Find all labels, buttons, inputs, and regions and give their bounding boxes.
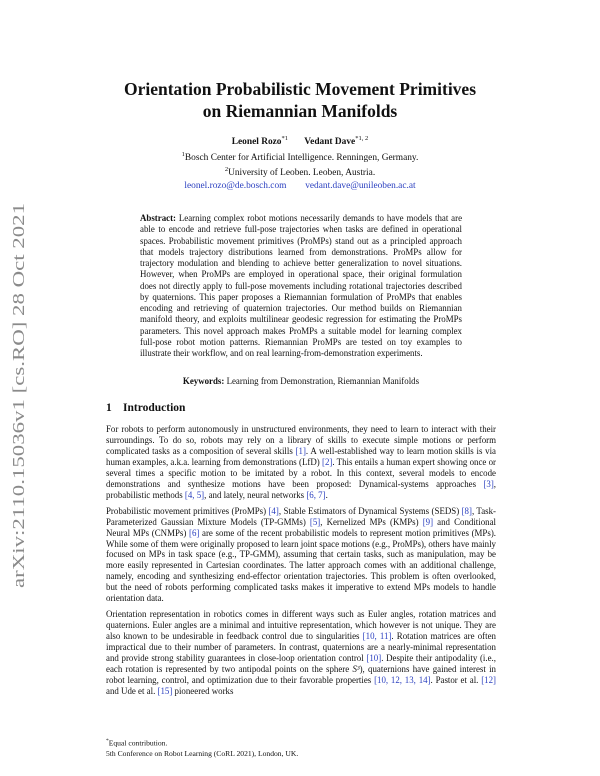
- citation[interactable]: [4, 5]: [184, 489, 205, 500]
- citation[interactable]: [5]: [309, 516, 321, 527]
- citation[interactable]: [9]: [422, 516, 434, 527]
- citation[interactable]: [10, 11]: [362, 631, 392, 642]
- arxiv-stamp: [4, 200, 32, 590]
- citation[interactable]: [8]: [461, 505, 472, 516]
- author-emails: [60, 180, 540, 193]
- footnote-equal-contribution: *Equal contribution.: [106, 738, 168, 748]
- author-2-marks: *1, 2: [355, 135, 369, 142]
- citation[interactable]: [2]: [322, 456, 333, 467]
- section-number: 1: [106, 402, 112, 414]
- author-names: [60, 133, 540, 149]
- email-link-2[interactable]: vedant.dave@unileoben.ac.at: [305, 181, 416, 192]
- abstract-text: Learning complex robot motions necessarily demands to have models that are able to encode and retrieve full-pose trajectories when tasks are defined in operational spaces. Probabilistic movement primitives (ProMPs) stand out as a principled approach that models trajectory distributions learned from demonstrations. ProMPs allow for trajectory modulation and blending to achieve better generalization to novel situations. However, when ProMPs are employed in operational space, their original formulation does not directly apply to full-pose movements including rotational trajectories described by quaternions. This paper proposes a Riemannian formulation of ProMPs that enables encoding and retrieving of quaternion trajectories. Our method builds on Riemannian manifold theory, and exploits multilinear geodesic regression for estimating the ProMPs parameters. This novel approach makes ProMPs a suitable model for learning complex full-pose robot motion patterns. Riemannian ProMPs are tested on toy examples to illustrate their workflow, and on real learning-from-demonstration experiments.: [140, 213, 463, 358]
- citation[interactable]: [6]: [189, 527, 200, 538]
- author-block: [60, 133, 540, 193]
- paragraph-3: Orientation representation in robotics comes in different ways such as Euler angles, rotation matrices and quaternions. Euler angles are a minimal and intuitive representation, which however is not unique. They are also known to be undesirable in feedback control due to singularities [10, 11]. Rotation matrices are often impractical due to their number of parameters. In contrast, quaternions are a nearly-minimal representation and provide strong stability guarantees in close-loop orientation control [10]. Despite their antipodality (i.e., each rotation is represented by two antipodal points on the sphere S³), quaternions have gained interest in robot learning, control, and optimization due to their favorable properties [10, 12, 13, 14]. Pastor et al. [12] and Ude et al. [15] pioneered works: [106, 609, 496, 696]
- affiliation-1: $^1$Bosch Center for Artificial Intelligence. Renningen, Germany.: [181, 150, 419, 163]
- author-1: Leonel Rozo: [231, 137, 282, 148]
- section-heading-introduction: [106, 401, 185, 415]
- citation[interactable]: [15]: [157, 685, 173, 696]
- keywords-text: Learning from Demonstration, Riemannian Manifolds: [226, 376, 420, 386]
- citation[interactable]: [10, 12, 13, 14]: [374, 674, 431, 685]
- title-line-2: on Riemannian Manifolds: [202, 101, 398, 121]
- paragraph-1: For robots to perform autonomously in unstructured environments, they need to learn to interact with their surroundings. To do so, robots may rely on a library of skills to execute simple motions or perform complicated tasks as a composition of several skills [1]. A well-established way to learn motion skills is via human examples, a.k.a. learning from demonstrations (LfD) [2]. This entails a human expert showing once or several times a specific motion to be imitated by a robot. In this context, several models to encode demonstrations and synthesize motions have been proposed: Dynamical-systems approaches [3], probabilistic methods [4, 5], and lately, neural networks [6, 7].: [106, 424, 496, 500]
- arxiv-stamp-svg: [4, 200, 32, 590]
- paragraph-2: Probabilistic movement primitives (ProMPs) [4], Stable Estimators of Dynamical Systems (SEDS) [8], Task-Parameterized Gaussian Mixture Models (TP-GMMs) [5], Kernelized MPs (KMPs) [9] and Conditional Neural MPs (CNMPs) [6] are some of the recent probabilistic models to represent motion primitives (MPs). While some of them were originally proposed to learn joint space motions (e.g., ProMPs), others have mainly focused on MPs in task space (e.g., TP-GMM), assuming that certain tasks, such as manipulation, may be more easily represented in Cartesian coordinates. The latter approach comes with an additional challenge, namely, encoding and synthesizing end-effector orientation trajectories. This problem is often overlooked, but the need of robots performing complicated tasks makes it imperative to extend MPs models to handle orientation data.: [106, 505, 496, 604]
- citation[interactable]: [12]: [481, 674, 496, 685]
- citation[interactable]: [3]: [483, 478, 494, 489]
- footnote-venue: 5th Conference on Robot Learning (CoRL 2021), London, UK.: [106, 748, 299, 758]
- citation[interactable]: [10]: [366, 653, 382, 664]
- section-title: Introduction: [123, 402, 186, 414]
- keywords: [140, 376, 462, 387]
- citation[interactable]: [1]: [295, 445, 306, 456]
- sphere-symbol: S³: [352, 664, 360, 675]
- footnotes: [106, 736, 496, 759]
- title-line-1: Orientation Probabilistic Movement Primitives: [123, 79, 477, 99]
- citation[interactable]: [4]: [268, 505, 279, 516]
- email-link-1[interactable]: leonel.rozo@de.bosch.com: [184, 181, 287, 192]
- author-2: Vedant Dave: [304, 137, 356, 148]
- author-1-marks: *1: [281, 135, 288, 142]
- body-text: [106, 424, 496, 702]
- affiliation-2: $^2$University of Leoben. Leoben, Austria.: [224, 166, 376, 179]
- abstract-label: Abstract:: [140, 213, 176, 223]
- keywords-label: Keywords:: [182, 376, 225, 386]
- abstract: [140, 213, 462, 359]
- citation[interactable]: [6, 7]: [306, 489, 326, 500]
- arxiv-stamp-text: arXiv:2110.15036v1 [cs.RO] 28 Oct 2021: [9, 301, 28, 588]
- paper-title: [60, 78, 540, 122]
